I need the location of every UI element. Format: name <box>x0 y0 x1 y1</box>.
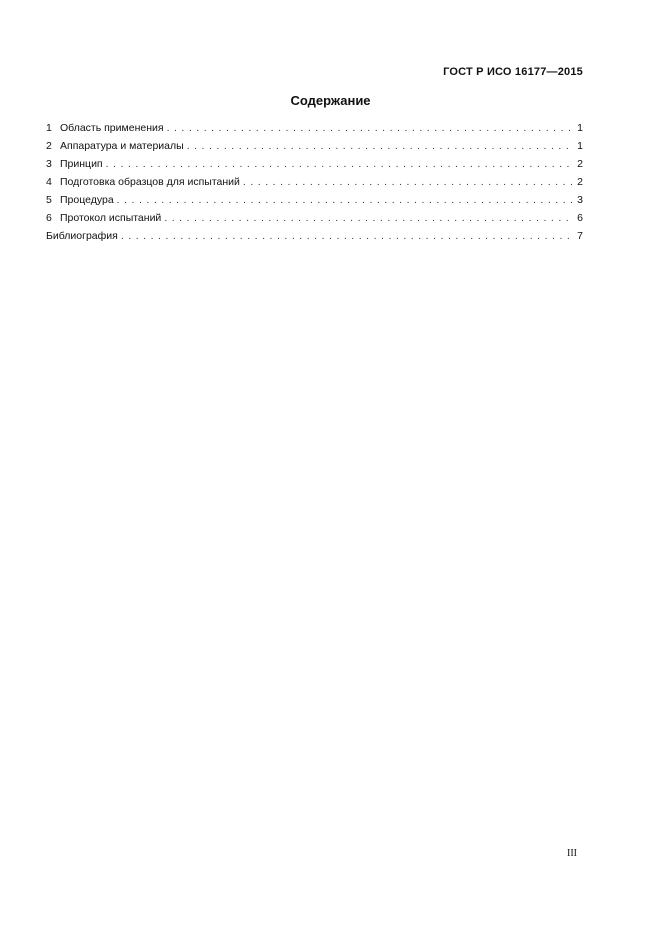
toc-title: Содержание <box>290 93 371 108</box>
table-of-contents <box>46 121 583 247</box>
toc-entry-bibliography[interactable] <box>46 229 583 247</box>
toc-entry-label: Подготовка образцов для испытаний <box>60 176 240 188</box>
toc-entry-number: 2 <box>46 140 52 152</box>
toc-entry[interactable] <box>46 139 583 157</box>
toc-leader-dots <box>187 139 572 153</box>
toc-entry-number: 1 <box>46 122 52 134</box>
toc-entry-page: 3 <box>577 194 583 206</box>
toc-leader-dots <box>117 193 572 207</box>
document-code-header: ГОСТ Р ИСО 16177—2015 <box>443 66 583 78</box>
toc-entry-page: 2 <box>577 158 583 170</box>
toc-entry-number: 4 <box>46 176 52 188</box>
toc-entry-page: 1 <box>577 140 583 152</box>
toc-entry[interactable] <box>46 193 583 211</box>
toc-entry-label: Аппаратура и материалы <box>60 140 184 152</box>
toc-entry-number: 6 <box>46 212 52 224</box>
toc-entry-label: Область применения <box>60 122 164 134</box>
page-number: III <box>567 848 577 859</box>
toc-leader-dots <box>167 121 572 135</box>
toc-entry-label: Библиография <box>46 230 118 242</box>
toc-entry[interactable] <box>46 121 583 139</box>
toc-entry-page: 6 <box>577 212 583 224</box>
toc-entry[interactable] <box>46 175 583 193</box>
toc-entry-number: 3 <box>46 158 52 170</box>
toc-entry-number: 5 <box>46 194 52 206</box>
toc-entry-label: Принцип <box>60 158 103 170</box>
toc-entry-page: 7 <box>577 230 583 242</box>
toc-entry-page: 1 <box>577 122 583 134</box>
toc-leader-dots <box>121 229 572 243</box>
toc-entry-page: 2 <box>577 176 583 188</box>
toc-entry[interactable] <box>46 211 583 229</box>
toc-leader-dots <box>106 157 572 171</box>
toc-entry-label: Процедура <box>60 194 114 206</box>
toc-entry-label: Протокол испытаний <box>60 212 162 224</box>
toc-leader-dots <box>243 175 572 189</box>
toc-entry[interactable] <box>46 157 583 175</box>
toc-leader-dots <box>164 211 572 225</box>
